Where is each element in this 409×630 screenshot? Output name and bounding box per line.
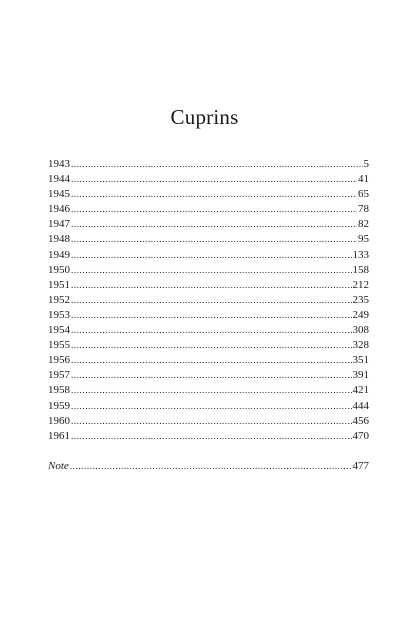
toc-entry-label: 1957 <box>48 369 70 382</box>
dot-leader <box>71 414 352 429</box>
toc-entry-page: 133 <box>352 248 369 261</box>
toc-entry-page: 78 <box>358 203 369 216</box>
page-title: Cuprins <box>170 105 239 129</box>
toc-entry-label: 1951 <box>48 278 70 291</box>
toc-entry-page: 470 <box>352 429 369 442</box>
toc-entry-page: 212 <box>352 278 369 291</box>
toc-entry-label: 1948 <box>48 233 70 246</box>
dot-leader <box>71 217 357 232</box>
toc-entry-label: 1952 <box>48 293 70 306</box>
toc-entry-label: 1961 <box>48 429 70 442</box>
toc-entry-note <box>48 459 369 474</box>
toc-entry-label: 1944 <box>48 173 70 186</box>
toc-entry <box>48 293 369 308</box>
toc-entry <box>48 278 369 293</box>
toc-entry-label: 1946 <box>48 203 70 216</box>
dot-leader <box>71 399 352 414</box>
toc-entry <box>48 217 369 232</box>
dot-leader <box>71 353 352 368</box>
dot-leader <box>71 308 352 323</box>
toc-entry <box>48 263 369 278</box>
dot-leader <box>71 187 357 202</box>
dot-leader <box>71 368 352 383</box>
toc-entry <box>48 399 369 414</box>
dot-leader <box>71 202 357 217</box>
toc-entry <box>48 414 369 429</box>
dot-leader <box>71 293 352 308</box>
toc-entry-page: 41 <box>358 173 369 186</box>
toc-entry-page: 158 <box>352 263 369 276</box>
toc-entry-label: 1955 <box>48 339 70 352</box>
toc-entry-label: 1945 <box>48 188 70 201</box>
toc-entry <box>48 338 369 353</box>
toc-entry-page: 235 <box>352 293 369 306</box>
toc-entry-page: 328 <box>352 339 369 352</box>
toc-entry-label: 1960 <box>48 414 70 427</box>
toc-entry <box>48 232 369 247</box>
toc-entry <box>48 383 369 398</box>
toc-entry-page: 308 <box>352 324 369 337</box>
dot-leader <box>71 172 357 187</box>
toc-entry-page: 477 <box>352 460 369 472</box>
toc-entry-page: 391 <box>352 369 369 382</box>
toc-entry <box>48 157 369 172</box>
toc-entry-page: 351 <box>352 354 369 367</box>
toc-entry <box>48 368 369 383</box>
toc-entry-page: 421 <box>352 384 369 397</box>
dot-leader <box>71 232 357 247</box>
toc-entry-page: 456 <box>352 414 369 427</box>
dot-leader <box>71 157 363 172</box>
toc-entry <box>48 202 369 217</box>
toc-entry <box>48 172 369 187</box>
dot-leader <box>70 459 352 474</box>
toc-entry <box>48 429 369 444</box>
toc-entry-label: 1950 <box>48 263 70 276</box>
toc-entry-label: Note <box>48 460 69 472</box>
toc-entry-page: 249 <box>352 308 369 321</box>
dot-leader <box>71 383 352 398</box>
dot-leader <box>71 248 352 263</box>
toc-entry-page: 95 <box>358 233 369 246</box>
table-of-contents <box>48 157 369 444</box>
toc-entry <box>48 187 369 202</box>
toc-entry-page: 444 <box>352 399 369 412</box>
toc-entry-label: 1949 <box>48 248 70 261</box>
toc-entry-label: 1959 <box>48 399 70 412</box>
dot-leader <box>71 323 352 338</box>
dot-leader <box>71 263 352 278</box>
toc-entry-label: 1947 <box>48 218 70 231</box>
dot-leader <box>71 278 352 293</box>
toc-entry-label: 1954 <box>48 324 70 337</box>
toc-entry-page: 65 <box>358 188 369 201</box>
toc-entry <box>48 323 369 338</box>
toc-entry-label: 1956 <box>48 354 70 367</box>
toc-entry <box>48 308 369 323</box>
dot-leader <box>71 429 352 444</box>
toc-entry <box>48 248 369 263</box>
toc-entry-page: 5 <box>363 158 369 170</box>
toc-entry-page: 82 <box>358 218 369 231</box>
toc-entry-label: 1958 <box>48 384 70 397</box>
toc-entry-label: 1953 <box>48 308 70 321</box>
dot-leader <box>71 338 352 353</box>
toc-entry <box>48 353 369 368</box>
toc-entry-label: 1943 <box>48 158 70 170</box>
